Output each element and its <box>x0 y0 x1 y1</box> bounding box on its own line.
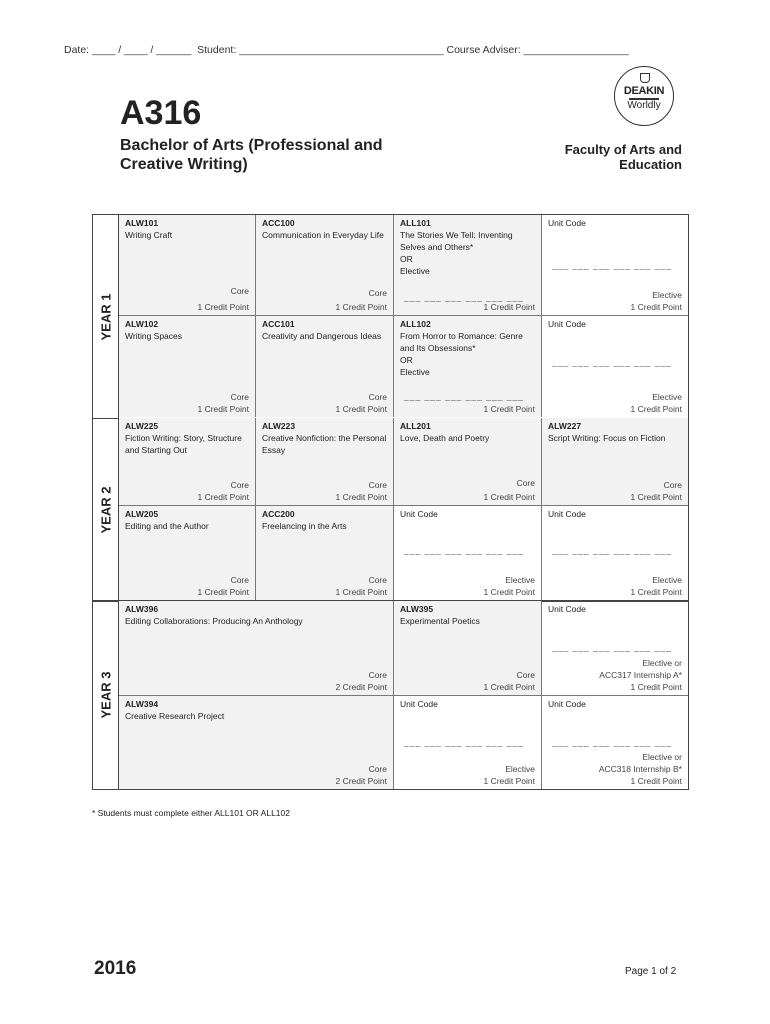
form-header-line <box>64 44 629 56</box>
unit-cell-all102[interactable]: ALL102 From Horror to Romance: Genre and Its Obsessions* OR Elective ___ ___ ___ ___ ___ ___ 1 Credit Point <box>394 316 542 417</box>
unit-cell-alw395[interactable]: ALW395 Experimental Poetics Core 1 Credit Point <box>394 601 542 696</box>
unit-cell-alw102[interactable]: ALW102 Writing Spaces Core 1 Credit Point <box>119 316 256 417</box>
page-number: Page 1 of 2 <box>625 966 677 977</box>
unit-cell-alw396[interactable]: ALW396 Editing Collaborations: Producing An Anthology Core 2 Credit Point <box>119 601 394 696</box>
unit-cell-alw225[interactable]: ALW225 Fiction Writing: Story, Structure and Starting Out Core 1 Credit Point <box>119 418 256 506</box>
unit-cell-alw101[interactable]: ALW101 Writing Craft Core 1 Credit Point <box>119 215 256 316</box>
document-year: 2016 <box>94 958 137 979</box>
student-label: Student: <box>197 44 237 56</box>
unit-cell-elective-internship-b[interactable]: Unit Code ___ ___ ___ ___ ___ ___ Elective or ACC318 Internship B* 1 Credit Point <box>548 699 682 786</box>
unit-cell-elective[interactable]: Unit Code ___ ___ ___ ___ ___ ___ Elective 1 Credit Point <box>394 696 542 789</box>
course-code: A316 <box>120 94 202 132</box>
unit-cell-elective-internship-a[interactable]: Unit Code ___ ___ ___ ___ ___ ___ Elective or ACC317 Internship A* 1 Credit Point <box>542 601 688 696</box>
unit-cell-all201[interactable]: ALL201 Love, Death and Poetry Core 1 Credit Point <box>394 418 542 506</box>
year-label: YEAR 3 <box>93 601 119 789</box>
footnote: * Students must complete either ALL101 OR ALL102 <box>92 808 290 818</box>
unit-cell-alw394[interactable]: ALW394 Creative Research Project Core 2 Credit Point <box>119 696 394 789</box>
unit-cell-alw223[interactable]: ALW223 Creative Nonfiction: the Personal Essay Core 1 Credit Point <box>256 418 394 506</box>
unit-cell-acc100[interactable]: ACC100 Communication in Everyday Life Core 1 Credit Point <box>256 215 394 316</box>
year-label: YEAR 1 <box>93 215 119 418</box>
unit-cell-elective[interactable]: Unit Code ___ ___ ___ ___ ___ ___ Elective 1 Credit Point <box>548 319 682 414</box>
year-3-grid <box>92 600 689 790</box>
deakin-logo: DEAKIN Worldly <box>614 66 674 126</box>
course-title: Bachelor of Arts (Professional and Creative Writing) <box>120 137 383 173</box>
unit-cell-acc101[interactable]: ACC101 Creativity and Dangerous Ideas Core 1 Credit Point <box>256 316 394 417</box>
crest-icon <box>640 73 650 83</box>
unit-cell-alw205[interactable]: ALW205 Editing and the Author Core 1 Credit Point <box>119 506 256 600</box>
adviser-label: Course Adviser: <box>446 44 521 56</box>
year-label: YEAR 2 <box>93 418 119 601</box>
unit-cell-alw227[interactable]: ALW227 Script Writing: Focus on Fiction Core 1 Credit Point <box>542 418 688 506</box>
date-label: Date: <box>64 44 90 56</box>
unit-cell-elective[interactable]: Unit Code ___ ___ ___ ___ ___ ___ Elective 1 Credit Point <box>542 215 688 316</box>
date-field[interactable]: ____ / ____ / ______ <box>92 44 192 56</box>
unit-cell-elective[interactable]: Unit Code ___ ___ ___ ___ ___ ___ Elective 1 Credit Point <box>548 509 682 597</box>
unit-cell-elective[interactable]: Unit Code ___ ___ ___ ___ ___ ___ Elective 1 Credit Point <box>394 506 542 600</box>
faculty-name: Faculty of Arts and Education <box>564 142 682 172</box>
year-1-grid <box>92 214 689 419</box>
unit-cell-all101[interactable]: ALL101 The Stories We Tell: Inventing Selves and Others* OR Elective ___ ___ ___ ___ ___ ___ 1 Credit Point <box>394 215 542 316</box>
adviser-field[interactable]: __________________ <box>523 44 629 56</box>
year-2-grid <box>92 418 689 602</box>
unit-cell-acc200[interactable]: ACC200 Freelancing in the Arts Core 1 Credit Point <box>256 506 394 600</box>
student-field[interactable]: ___________________________________ <box>239 44 444 56</box>
